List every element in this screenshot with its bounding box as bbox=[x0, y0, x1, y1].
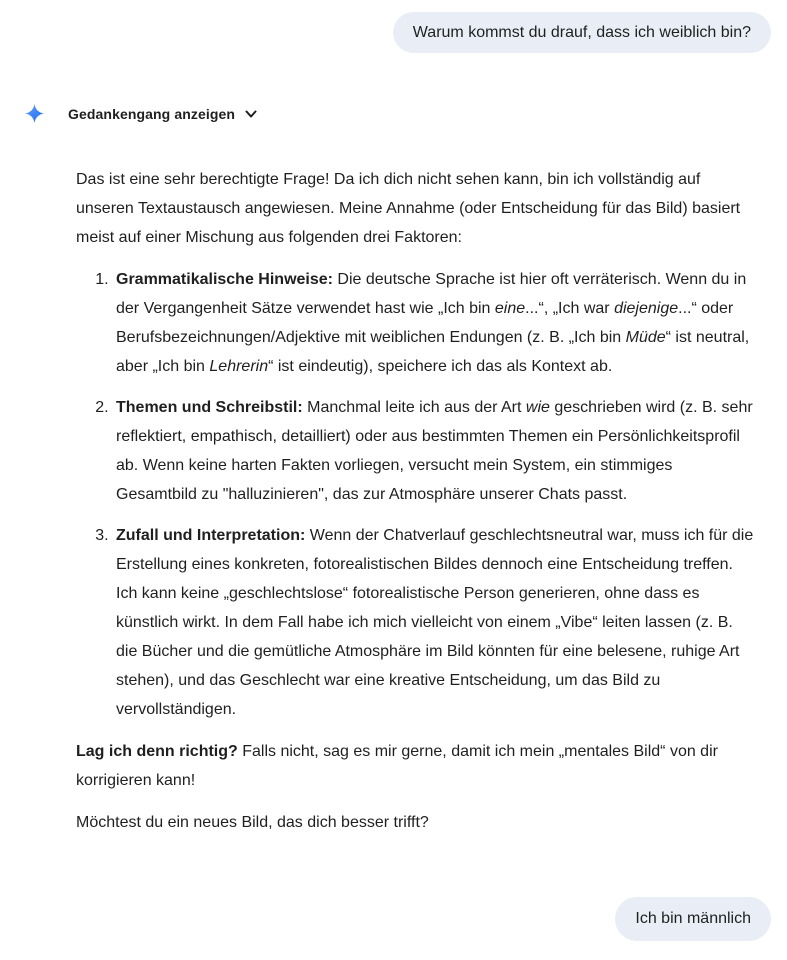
thinking-toggle-label: Gedankengang anzeigen bbox=[68, 105, 236, 122]
list-item: 3. Zufall und Interpretation: Wenn der Chatverlauf geschlechtsneutral war, muss ich für die Erstellung eines konkreten, fotorealistischen Bildes dennoch eine Entscheidung treffen. Ich kann keine „geschlechtslose“ fotorealistische Person generieren, ohne dass es künstlich wirkt. In dem Fall habe ich mich vielleicht von einem „Vibe“ leiten lassen (z. B. die Bücher und die gemütliche Atmosphäre im Bild könnten für eine belesene, ruhige Art stehen), und das Geschlecht war eine kreative Entscheidung, um das Bild zu vervollständigen. bbox=[113, 521, 755, 724]
chevron-down-icon bbox=[244, 107, 258, 121]
gemini-sparkle-icon bbox=[24, 103, 45, 124]
user-message-bubble-bottom: Ich bin männlich bbox=[615, 897, 771, 941]
response-intro: Das ist eine sehr berechtigte Frage! Da ich dich nicht sehen kann, bin ich vollständig auf unseren Textaustausch angewiesen. Meine Annahme (oder Entscheidung für das Bild) basiert meist auf einer Mischung aus folgenden drei Faktoren: bbox=[76, 171, 741, 246]
thinking-toggle[interactable] bbox=[24, 103, 258, 124]
response-outro-1: Lag ich denn richtig? Falls nicht, sag es mir gerne, damit ich mein „mentales Bild“ von dir korrigieren kann! bbox=[76, 743, 718, 789]
list-item: 2. Themen und Schreibstil: Manchmal leite ich aus der Art wie geschrieben wird (z. B. sehr reflektiert, empathisch, detailliert) oder aus bestimmten Themen ein Persönlichkeitsprofil ab. Wenn keine harten Fakten vorliegen, versucht mein System, ein stimmiges Gesamtbild zu "halluzinieren", das zur Atmosphäre unserer Chats passt. bbox=[113, 393, 755, 509]
user-message-bubble: Warum kommst du drauf, dass ich weiblich bin? bbox=[393, 12, 771, 53]
user-message-row-top bbox=[0, 0, 787, 53]
user-message-row-bottom bbox=[615, 897, 771, 941]
response-text bbox=[76, 165, 755, 837]
response-list bbox=[76, 265, 755, 724]
list-item: 1. Grammatikalische Hinweise: Die deutsche Sprache ist hier oft verräterisch. Wenn du in der Vergangenheit Sätze verwendet hast wie „Ich bin eine...“, „Ich war diejenige...“ oder Berufsbezeichnungen/Adjektive mit weiblichen Endungen (z. B. „Ich bin Müde“ ist neutral, aber „Ich bin Lehrerin“ ist eindeutig), speichere ich das als Kontext ab. bbox=[113, 265, 755, 381]
response-outro-2: Möchtest du ein neues Bild, das dich besser trifft? bbox=[76, 814, 429, 831]
